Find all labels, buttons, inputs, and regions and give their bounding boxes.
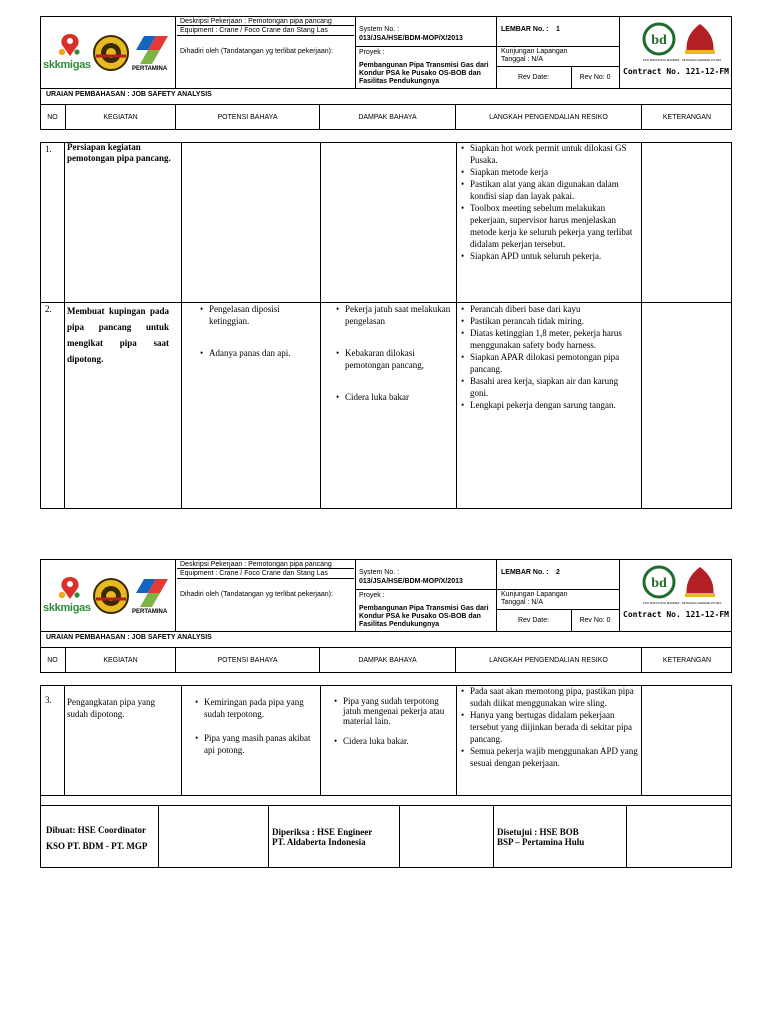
row-2-langkah-item: • Diatas ketinggian 1,8 meter, pekerja harus menggunakan safety body harness. bbox=[470, 327, 636, 351]
row-2-langkah-item: • Lengkapi pekerja dengan sarung tangan. bbox=[470, 399, 636, 411]
logo-cell bbox=[40, 559, 176, 631]
emblem-icon bbox=[92, 34, 130, 72]
lembar-number: 1 bbox=[556, 26, 560, 33]
row-2-kegiatan: Membuat kupingan pada pipa pancang untuk mengikat pipa saat dipotong. bbox=[67, 306, 169, 364]
contract-number: Contract No. 121-12-FM bbox=[623, 610, 729, 619]
row-2-langkah-list bbox=[460, 303, 636, 411]
row-3-langkah-list bbox=[460, 685, 638, 769]
lembar-label: LEMBAR No. : bbox=[501, 569, 549, 576]
pertamina-logo-text: PERTAMINA bbox=[132, 609, 168, 615]
uraian-pembahasan: URAIAN PEMBAHASAN : JOB SAFETY ANALYSIS bbox=[46, 634, 212, 641]
dihadiri-oleh: Dihadiri oleh (Tandatangan yg terlibat pekerjaan): bbox=[180, 591, 333, 598]
row-3-potensi-item: • Pipa yang masih panas akibat api potong. bbox=[204, 732, 316, 756]
bd-logo-icon bbox=[641, 22, 677, 56]
row-2-langkah-item: • Basahi area kerja, siapkan air dan karung goni. bbox=[470, 375, 636, 399]
pertamina-logo-text: PERTAMINA bbox=[132, 66, 168, 72]
row-3-langkah-item: • Semua pekerja wajib menggunakan APD yang sesuai dengan pekerjaan. bbox=[470, 745, 638, 769]
row-2-dampak-item: • Cidera luka bakar bbox=[345, 391, 453, 403]
kunjungan-lapangan: Kunjungan Lapangan bbox=[501, 48, 568, 55]
diperiksa-org: PT. Aldaberta Indonesia bbox=[272, 837, 366, 847]
rev-no: Rev No: 0 bbox=[579, 74, 611, 81]
deskripsi-pekerjaan: Deskripsi Pekerjaan : Pemotongan pipa pancang bbox=[177, 17, 354, 26]
row-1-langkah-item: • Siapkan metode kerja bbox=[470, 166, 636, 178]
proyek-label: Proyek : bbox=[359, 592, 385, 599]
col-header-dampak-bahaya: DAMPAK BAHAYA bbox=[320, 105, 456, 130]
bd-logo-letters: bd bbox=[651, 33, 667, 48]
col-header-kegiatan: KEGIATAN bbox=[66, 648, 176, 673]
mgp-logo-icon bbox=[681, 565, 719, 599]
col-header-keterangan: KETERANGAN bbox=[662, 114, 712, 121]
system-number: 013/JSA/HSE/BDM-MOP/X/2013 bbox=[359, 578, 463, 585]
contract-number: Contract No. 121-12-FM bbox=[623, 67, 729, 76]
system-label: System No. : bbox=[359, 26, 400, 33]
system-number: 013/JSA/HSE/BDM-MOP/X/2013 bbox=[359, 35, 463, 42]
system-label: System No. : bbox=[359, 569, 400, 576]
col-header-no: NO bbox=[40, 105, 66, 130]
row-1-langkah-item: • Pastikan alat yang akan digunakan dalam kondisi siap dan layak pakai. bbox=[470, 178, 636, 202]
jsa-header-page-2 bbox=[40, 559, 732, 673]
row-3-langkah-item: • Pada saat akan memotong pipa, pastikan pipa sudah diikat menggunakan wire sling. bbox=[470, 685, 638, 709]
dibuat-org: KSO PT. BDM - PT. MGP bbox=[46, 841, 148, 851]
col-header-potensi-bahaya: POTENSI BAHAYA bbox=[176, 648, 320, 673]
row-3-dampak-item: • Cidera luka bakar. bbox=[343, 736, 453, 746]
emblem-icon bbox=[92, 577, 130, 615]
jsa-table-page-2 bbox=[40, 685, 732, 868]
row-2-langkah-item: • Siapkan APAR dilokasi pemotongan pipa pancang. bbox=[470, 351, 636, 375]
row-1-langkah-item: • Toolbox meeting sebelum melakukan pekerjaan, supervisor harus menjelaskan metode kerja ke seluruh pekerja yang terlibat didalam pekerjan tersebut. bbox=[470, 202, 636, 250]
row-2-no: 2. bbox=[45, 304, 52, 314]
bd-caption: KSO BUMI DAYA MANDIRI - MITRAMA GHENDIE PUTRA bbox=[642, 601, 722, 605]
jsa-header-page-1 bbox=[40, 16, 732, 130]
col-header-kegiatan: KEGIATAN bbox=[66, 105, 176, 130]
row-2-dampak-item: • Pekerja jatuh saat melakukan pengelasan bbox=[345, 303, 453, 327]
row-3-no: 3. bbox=[45, 695, 52, 705]
row-2-potensi-item: • Adanya panas dan api. bbox=[209, 347, 317, 359]
col-header-dampak-bahaya: DAMPAK BAHAYA bbox=[320, 648, 456, 673]
row-2-dampak-list bbox=[335, 303, 453, 403]
row-1-langkah-item: • Siapkan hot work permit untuk dilokasi GS Pusaka. bbox=[470, 142, 636, 166]
disetujui-org: BSP – Pertamina Hulu bbox=[497, 837, 585, 847]
col-header-langkah: LANGKAH PENGENDALIAN RESIKO bbox=[456, 648, 642, 673]
lembar-label: LEMBAR No. : bbox=[501, 26, 549, 33]
proyek-name: Pembangunan Pipa Transmisi Gas dari Kondur PSA ke Pusako OS-BOB dan Fasilitas Pendukungnya bbox=[359, 62, 489, 85]
pertamina-logo-icon bbox=[134, 34, 168, 66]
row-1-no: 1. bbox=[45, 144, 52, 154]
dibuat-label: Dibuat: HSE Coordinator bbox=[46, 825, 147, 835]
tanggal: Tanggal : N/A bbox=[501, 599, 544, 606]
rev-date: Rev Date: bbox=[517, 74, 550, 81]
bd-logo-icon bbox=[641, 565, 677, 599]
row-2-langkah-item: • Perancah diberi base dari kayu bbox=[470, 303, 636, 315]
deskripsi-pekerjaan: Deskripsi Pekerjaan : Pemotongan pipa pancang bbox=[177, 560, 354, 569]
row-1-kegiatan: Persiapan kegiatan pemotongan pipa pancang. bbox=[67, 142, 171, 163]
bd-logo-letters: bd bbox=[651, 576, 667, 591]
row-3-potensi-item: • Kemiringan pada pipa yang sudah terpotong. bbox=[204, 696, 316, 720]
row-1-langkah-item: • Siapkan APD untuk seluruh pekerja. bbox=[470, 250, 636, 262]
equipment: Equipment : Crane / Foco Crane dan Stang Las bbox=[177, 569, 354, 579]
uraian-pembahasan: URAIAN PEMBAHASAN : JOB SAFETY ANALYSIS bbox=[46, 91, 212, 98]
rev-date: Rev Date: bbox=[517, 617, 550, 624]
bd-caption: KSO BUMI DAYA MANDIRI - MITRAMA GHENDIE PUTRA bbox=[642, 58, 722, 62]
col-header-potensi-bahaya: POTENSI BAHAYA bbox=[176, 105, 320, 130]
disetujui-label: Disetujui : HSE BOB bbox=[497, 827, 579, 837]
lembar-number: 2 bbox=[556, 569, 560, 576]
col-header-langkah: LANGKAH PENGENDALIAN RESIKO bbox=[456, 105, 642, 130]
tanggal: Tanggal : N/A bbox=[501, 56, 544, 63]
row-3-kegiatan: Pengangkatan pipa yang sudah dipotong. bbox=[67, 697, 155, 719]
diperiksa-label: Diperiksa : HSE Engineer bbox=[272, 827, 373, 837]
kunjungan-lapangan: Kunjungan Lapangan bbox=[501, 591, 568, 598]
row-3-dampak-item: • Pipa yang sudah terpotong jatuh mengenai pekerja atau material lain. bbox=[343, 696, 453, 726]
proyek-name: Pembangunan Pipa Transmisi Gas dari Kondur PSA ke Pusako OS-BOB dan Fasilitas Pendukungnya bbox=[359, 605, 489, 628]
row-3-langkah-item: • Hanya yang bertugas didalam pekerjaan tersebut yang diijinkan berada di sekitar pipa pancang. bbox=[470, 709, 638, 745]
col-header-no: NO bbox=[40, 648, 66, 673]
row-3-dampak-list bbox=[333, 696, 453, 746]
row-1-langkah-list bbox=[460, 142, 636, 262]
row-2-potensi-item: • Pengelasan diposisi ketinggian. bbox=[209, 303, 317, 327]
row-2-langkah-item: • Pastikan perancah tidak miring. bbox=[470, 315, 636, 327]
jsa-table-page-1 bbox=[40, 142, 732, 509]
row-2-dampak-item: • Kebakaran dilokasi pemotongan pancang, bbox=[345, 347, 453, 371]
mgp-logo-icon bbox=[681, 22, 719, 56]
proyek-label: Proyek : bbox=[359, 49, 385, 56]
pertamina-logo-icon bbox=[134, 577, 168, 609]
col-header-keterangan: KETERANGAN bbox=[662, 657, 712, 664]
dihadiri-oleh: Dihadiri oleh (Tandatangan yg terlibat pekerjaan): bbox=[180, 48, 333, 55]
skkmigas-logo-text: skkmigas bbox=[43, 602, 91, 614]
skkmigas-logo-text: skkmigas bbox=[43, 59, 91, 71]
row-3-potensi-list bbox=[194, 696, 316, 756]
rev-no: Rev No: 0 bbox=[579, 617, 611, 624]
equipment: Equipment : Crane / Foco Crane dan Stang Las bbox=[177, 26, 354, 36]
logo-cell bbox=[40, 16, 176, 88]
row-2-potensi-list bbox=[199, 303, 317, 359]
